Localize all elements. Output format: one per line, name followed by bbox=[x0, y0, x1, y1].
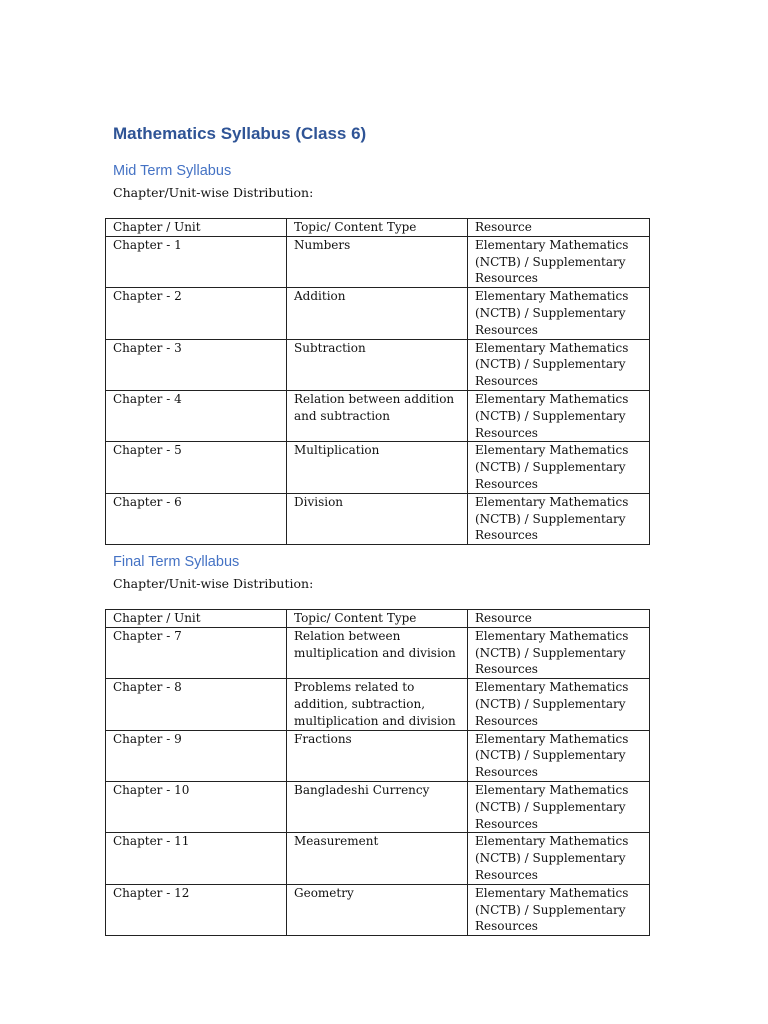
topic-cell: Relation between multiplication and division bbox=[287, 627, 468, 678]
resource-cell: Elementary Mathematics (NCTB) / Supplementary Resources bbox=[468, 339, 650, 390]
table-row bbox=[106, 493, 650, 544]
mid-term-heading: Mid Term Syllabus bbox=[113, 163, 232, 179]
table-row bbox=[106, 627, 650, 678]
topic-cell: Fractions bbox=[287, 730, 468, 781]
chapter-cell: Chapter - 11 bbox=[106, 833, 287, 884]
table-row bbox=[106, 679, 650, 730]
table-row bbox=[106, 833, 650, 884]
resource-cell: Elementary Mathematics (NCTB) / Supplementary Resources bbox=[468, 730, 650, 781]
topic-cell: Bangladeshi Currency bbox=[287, 781, 468, 832]
table-row bbox=[106, 390, 650, 441]
column-header-resource: Resource bbox=[468, 219, 650, 237]
chapter-cell: Chapter - 9 bbox=[106, 730, 287, 781]
table-row bbox=[106, 730, 650, 781]
chapter-cell: Chapter - 12 bbox=[106, 884, 287, 935]
chapter-cell: Chapter - 4 bbox=[106, 390, 287, 441]
table-row bbox=[106, 339, 650, 390]
topic-cell: Problems related to addition, subtraction, multiplication and division bbox=[287, 679, 468, 730]
topic-cell: Relation between addition and subtraction bbox=[287, 390, 468, 441]
column-header-topic: Topic/ Content Type bbox=[287, 610, 468, 628]
final-term-heading: Final Term Syllabus bbox=[113, 554, 240, 570]
final-term-intro: Chapter/Unit-wise Distribution: bbox=[113, 576, 314, 591]
table-row bbox=[106, 288, 650, 339]
topic-cell: Measurement bbox=[287, 833, 468, 884]
topic-cell: Multiplication bbox=[287, 442, 468, 493]
topic-cell: Numbers bbox=[287, 236, 468, 287]
resource-cell: Elementary Mathematics (NCTB) / Supplementary Resources bbox=[468, 627, 650, 678]
chapter-cell: Chapter - 3 bbox=[106, 339, 287, 390]
column-header-chapter: Chapter / Unit bbox=[106, 610, 287, 628]
chapter-cell: Chapter - 1 bbox=[106, 236, 287, 287]
topic-cell: Addition bbox=[287, 288, 468, 339]
page-title: Mathematics Syllabus (Class 6) bbox=[113, 124, 367, 143]
chapter-cell: Chapter - 5 bbox=[106, 442, 287, 493]
chapter-cell: Chapter - 8 bbox=[106, 679, 287, 730]
mid-term-table bbox=[105, 218, 650, 545]
table-row bbox=[106, 884, 650, 935]
chapter-cell: Chapter - 6 bbox=[106, 493, 287, 544]
table-header-row bbox=[106, 610, 650, 628]
resource-cell: Elementary Mathematics (NCTB) / Supplementary Resources bbox=[468, 833, 650, 884]
column-header-resource: Resource bbox=[468, 610, 650, 628]
resource-cell: Elementary Mathematics (NCTB) / Supplementary Resources bbox=[468, 390, 650, 441]
table-row bbox=[106, 781, 650, 832]
final-term-table bbox=[105, 609, 650, 936]
table-row bbox=[106, 236, 650, 287]
resource-cell: Elementary Mathematics (NCTB) / Supplementary Resources bbox=[468, 236, 650, 287]
topic-cell: Subtraction bbox=[287, 339, 468, 390]
resource-cell: Elementary Mathematics (NCTB) / Supplementary Resources bbox=[468, 493, 650, 544]
chapter-cell: Chapter - 7 bbox=[106, 627, 287, 678]
column-header-chapter: Chapter / Unit bbox=[106, 219, 287, 237]
topic-cell: Division bbox=[287, 493, 468, 544]
resource-cell: Elementary Mathematics (NCTB) / Supplementary Resources bbox=[468, 288, 650, 339]
resource-cell: Elementary Mathematics (NCTB) / Supplementary Resources bbox=[468, 442, 650, 493]
chapter-cell: Chapter - 2 bbox=[106, 288, 287, 339]
topic-cell: Geometry bbox=[287, 884, 468, 935]
resource-cell: Elementary Mathematics (NCTB) / Supplementary Resources bbox=[468, 679, 650, 730]
resource-cell: Elementary Mathematics (NCTB) / Supplementary Resources bbox=[468, 781, 650, 832]
resource-cell: Elementary Mathematics (NCTB) / Supplementary Resources bbox=[468, 884, 650, 935]
table-header-row bbox=[106, 219, 650, 237]
chapter-cell: Chapter - 10 bbox=[106, 781, 287, 832]
table-row bbox=[106, 442, 650, 493]
column-header-topic: Topic/ Content Type bbox=[287, 219, 468, 237]
mid-term-intro: Chapter/Unit-wise Distribution: bbox=[113, 185, 314, 200]
